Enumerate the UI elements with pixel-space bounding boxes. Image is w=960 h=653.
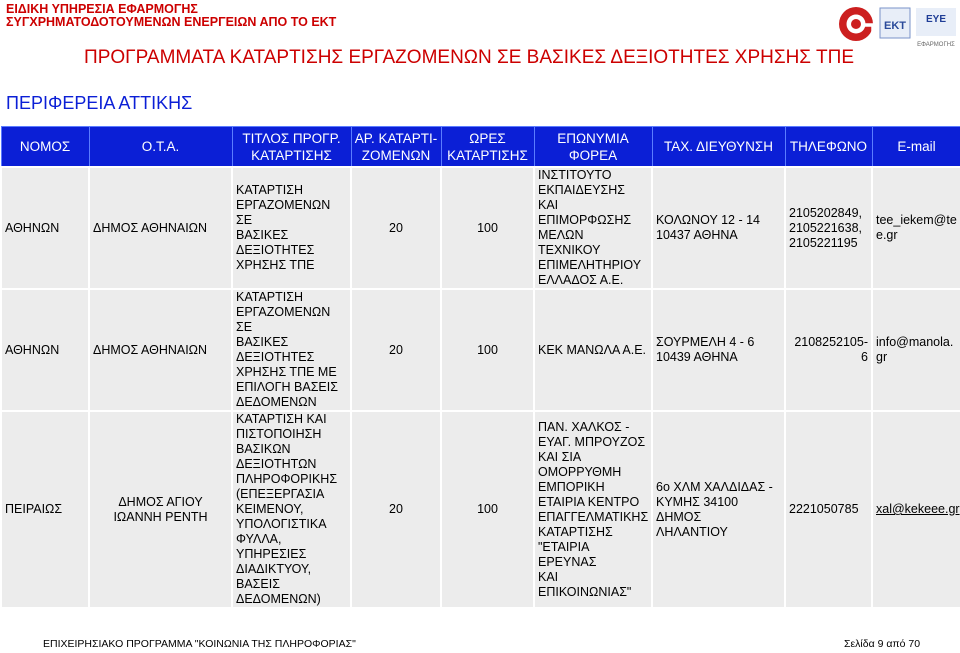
title-line: ΧΡΗΣΗΣ ΤΠΕ: [236, 258, 315, 272]
phone-line: 2105202849,: [789, 205, 862, 220]
col-hours-label-1: ΩΡΕΣ: [469, 130, 506, 146]
phone-line: 2221050785: [789, 502, 859, 516]
col-provider-label-2: ΦΟΡΕΑ: [568, 147, 618, 163]
provider-line: ΚΑΙ: [538, 569, 559, 584]
title-line: ΔΕΔΟΜΕΝΩΝ): [236, 592, 321, 606]
address-line: 10439 ΑΘΗΝΑ: [656, 350, 738, 364]
cell-provider: [534, 289, 652, 411]
cell-ota: ΔΗΜΟΣ ΑΘΗΝΑΙΩΝ: [89, 167, 232, 289]
title-line: ΠΙΣΤΟΠΟΙΗΣΗ: [236, 427, 322, 441]
cell-address: [652, 289, 785, 411]
region-title: ΠΕΡΙΦΕΡΕΙΑ ΑΤΤΙΚΗΣ: [6, 93, 193, 113]
col-nomos: [1, 127, 89, 168]
provider-line: ΕΚΠΑΙΔΕΥΣΗΣ ΚΑΙ: [538, 183, 626, 212]
col-trainees: [351, 127, 441, 168]
address-line: ΚΟΛΩΝΟΥ 12 - 14: [656, 213, 760, 227]
title-line: ΔΕΔΟΜΕΝΩΝ: [236, 395, 317, 409]
provider-line: ΚΑΤΑΡΤΙΣΗΣ: [538, 524, 613, 539]
address-line: ΚΥΜΗΣ 34100 ΔΗΜΟΣ: [656, 494, 739, 524]
title-line: ΔΕΞΙΟΤΗΤΕΣ: [236, 350, 315, 364]
cell-provider: [534, 167, 652, 289]
email-link[interactable]: info@manola.: [876, 335, 954, 349]
title-line: ΕΠΙΛΟΓΗ ΒΑΣΕΙΣ: [236, 380, 338, 394]
col-phone: [785, 127, 872, 168]
col-ota-label: Ο.Τ.Α.: [141, 139, 180, 154]
programs-table: [0, 126, 960, 609]
cell-email[interactable]: [872, 167, 960, 289]
provider-line: ΕΜΠΟΡΙΚΗ: [538, 479, 605, 494]
cell-ota: ΔΗΜΟΣ ΑΘΗΝΑΙΩΝ: [89, 289, 232, 411]
page-number: Σελίδα 9 από 70: [844, 638, 921, 650]
provider-line: ΚΑΙ ΣΙΑ: [538, 449, 582, 464]
col-hours-label-2: ΚΑΤΑΡΤΙΣΗΣ: [447, 147, 528, 163]
table-row: [1, 167, 960, 289]
table-row: [1, 411, 960, 608]
cell-nomos: ΠΕΙΡΑΙΩΣ: [1, 411, 89, 608]
provider-line: ΙΝΣΤΙΤΟΥΤΟ: [538, 168, 612, 182]
col-address-label: ΤΑΧ. ΔΙΕΥΘΥΝΣΗ: [664, 139, 773, 154]
provider-line: ΕΤΑΙΡΙΑ ΚΕΝΤΡΟ: [538, 494, 640, 509]
email-link[interactable]: e.gr: [876, 228, 898, 242]
provider-line: ΚΕΚ ΜΑΝΩΛΑ Α.Ε.: [538, 342, 647, 357]
cell-ota: ΔΗΜΟΣ ΑΓΙΟΥ ΙΩΑΝΝΗ ΡΕΝΤΗ: [89, 411, 232, 608]
title-line: ΔΕΞΙΟΤΗΤΕΣ: [236, 243, 315, 257]
title-line: ΥΠΟΛΟΓΙΣΤΙΚΑ: [236, 517, 327, 531]
address-line: ΣΟΥΡΜΕΛΗ 4 - 6: [656, 335, 755, 349]
cell-trainees: 20: [351, 289, 441, 411]
provider-line: ΕΠΙΚΟΙΝΩΝΙΑΣ": [538, 584, 632, 599]
cell-phone: [785, 411, 872, 608]
title-line: ΒΑΣΙΚΩΝ: [236, 442, 291, 456]
email-link[interactable]: gr: [876, 350, 888, 364]
provider-line: ΕΥΑΓ. ΜΠΡΟΥΖΟΣ: [538, 434, 646, 449]
provider-line: ΠΑΝ. ΧΑΛΚΟΣ -: [538, 419, 630, 434]
cell-trainees: 20: [351, 411, 441, 608]
title-line: ΚΑΤΑΡΤΙΣΗ: [236, 290, 303, 304]
col-phone-label: ΤΗΛΕΦΩΝΟ: [789, 139, 868, 154]
cell-address: [652, 411, 785, 608]
title-line: ΕΡΓΑΖΟΜΕΝΩΝ ΣΕ: [236, 305, 331, 334]
title-line: ΥΠΗΡΕΣΙΕΣ: [236, 547, 307, 561]
title-line: ΔΕΞΙΟΤΗΤΩΝ: [236, 457, 317, 471]
email-link[interactable]: tee_iekem@te: [876, 213, 957, 227]
col-email-label: E-mail: [897, 139, 936, 154]
agency-name: ΕΙΔΙΚΗ ΥΠΗΡΕΣΙΑ ΕΦΑΡΜΟΓΗΣ: [6, 2, 198, 16]
cell-phone: [785, 167, 872, 289]
phone-line: 2105221638,: [789, 220, 862, 235]
title-line: ΕΡΓΑΖΟΜΕΝΩΝ ΣΕ: [236, 198, 331, 227]
document-title: ΠΡΟΓΡΑΜΜΑΤΑ ΚΑΤΑΡΤΙΣΗΣ ΕΡΓΑΖΟΜΕΝΩΝ ΣΕ ΒΑΣΙΚΕΣ ΔΕΞΙΟΤΗΤΕΣ ΧΡΗΣΗΣ ΤΠΕ: [84, 47, 854, 68]
provider-line: ΕΛΛΑΔΟΣ Α.Ε.: [538, 273, 624, 287]
provider-line: ΕΠΑΓΓΕΛΜΑΤΙΚΗΣ: [538, 509, 649, 524]
cell-title: [232, 411, 351, 608]
cell-email[interactable]: [872, 411, 960, 608]
title-line: ΔΙΑΔΙΚΤΥΟΥ,: [236, 562, 312, 576]
title-line: (ΕΠΕΞΕΡΓΑΣΙΑ: [236, 487, 325, 501]
col-email: [872, 127, 960, 168]
title-line: ΒΑΣΙΚΕΣ: [236, 335, 289, 349]
address-line: 10437 ΑΘΗΝΑ: [656, 228, 738, 242]
col-trainees-label-1: ΑΡ. ΚΑΤΑΡΤΙ-: [354, 130, 438, 146]
provider-line: ΕΠΙΜΕΛΗΤΗΡΙΟΥ: [538, 258, 642, 272]
title-line: ΒΑΣΙΚΕΣ: [236, 228, 289, 242]
col-hours: [441, 127, 534, 168]
ekt-logo: [836, 3, 958, 49]
col-trainees-label-2: ΖΟΜΕΝΩΝ: [361, 147, 431, 163]
cell-hours: 100: [441, 289, 534, 411]
col-title: [232, 127, 351, 168]
cell-title: [232, 289, 351, 411]
email-link[interactable]: xal@kekeee.gr: [876, 502, 960, 516]
col-nomos-label: ΝΟΜΟΣ: [19, 139, 71, 154]
table-row: [1, 289, 960, 411]
cell-hours: 100: [441, 167, 534, 289]
agency-subtitle: ΣΥΓΧΡΗΜΑΤΟΔΟΤΟΥΜΕΝΩΝ ΕΝΕΡΓΕΙΩΝ ΑΠΟ ΤΟ ΕΚΤ: [6, 15, 337, 29]
cell-phone: [785, 289, 872, 411]
title-line: ΠΛΗΡΟΦΟΡΙΚΗΣ: [236, 472, 338, 486]
phone-line: 2108252105-6: [794, 335, 868, 364]
cell-provider: [534, 411, 652, 608]
title-line: ΚΕΙΜΕΝΟΥ,: [236, 502, 304, 516]
col-ota: [89, 127, 232, 168]
title-line: ΒΑΣΕΙΣ: [236, 577, 280, 591]
logo-eye-text: ΕΥΕ: [925, 14, 947, 25]
title-line: ΦΥΛΛΑ,: [236, 532, 282, 546]
col-provider: [534, 127, 652, 168]
provider-line: ΜΕΛΩΝ ΤΕΧΝΙΚΟΥ: [538, 228, 601, 257]
col-provider-label-1: ΕΠΩΝΥΜΙΑ: [557, 130, 629, 146]
title-line: ΧΡΗΣΗΣ ΤΠΕ ΜΕ: [236, 365, 337, 379]
address-line: 6ο ΧΛΜ ΧΑΛΔΙΔΑΣ -: [656, 479, 773, 494]
cell-title: [232, 167, 351, 289]
provider-line: ΕΠΙΜΟΡΦΩΣΗΣ: [538, 213, 632, 227]
col-title-label-1: ΤΙΤΛΟΣ ΠΡΟΓΡ.: [242, 130, 341, 146]
cell-address: [652, 167, 785, 289]
cell-email[interactable]: [872, 289, 960, 411]
table-header-row: [1, 127, 960, 168]
address-line: ΛΗΛΑΝΤΙΟΥ: [656, 524, 728, 539]
provider-line: ΟΜΟΡΡΥΘΜΗ: [538, 464, 622, 479]
cell-nomos: ΑΘΗΝΩΝ: [1, 167, 89, 289]
footer-program: ΕΠΙΧΕΙΡΗΣΙΑΚΟ ΠΡΟΓΡΑΜΜΑ "ΚΟΙΝΩΝΙΑ ΤΗΣ ΠΛΗΡΟΦΟΡΙΑΣ": [43, 638, 356, 650]
title-line: ΚΑΤΑΡΤΙΣΗ ΚΑΙ: [236, 412, 327, 426]
logo-ekt-text: ΕΚΤ: [884, 20, 906, 32]
logo-sub-text: ΕΦΑΡΜΟΓΗΣ: [917, 42, 955, 48]
provider-line: "ΕΤΑΙΡΙΑ ΕΡΕΥΝΑΣ: [538, 539, 597, 569]
cell-nomos: ΑΘΗΝΩΝ: [1, 289, 89, 411]
title-line: ΚΑΤΑΡΤΙΣΗ: [236, 183, 303, 197]
cell-hours: 100: [441, 411, 534, 608]
col-title-label-2: ΚΑΤΑΡΤΙΣΗΣ: [251, 147, 332, 163]
cell-trainees: 20: [351, 167, 441, 289]
col-address: [652, 127, 785, 168]
phone-line: 2105221195: [789, 235, 858, 250]
logo-graphic: [836, 3, 958, 49]
